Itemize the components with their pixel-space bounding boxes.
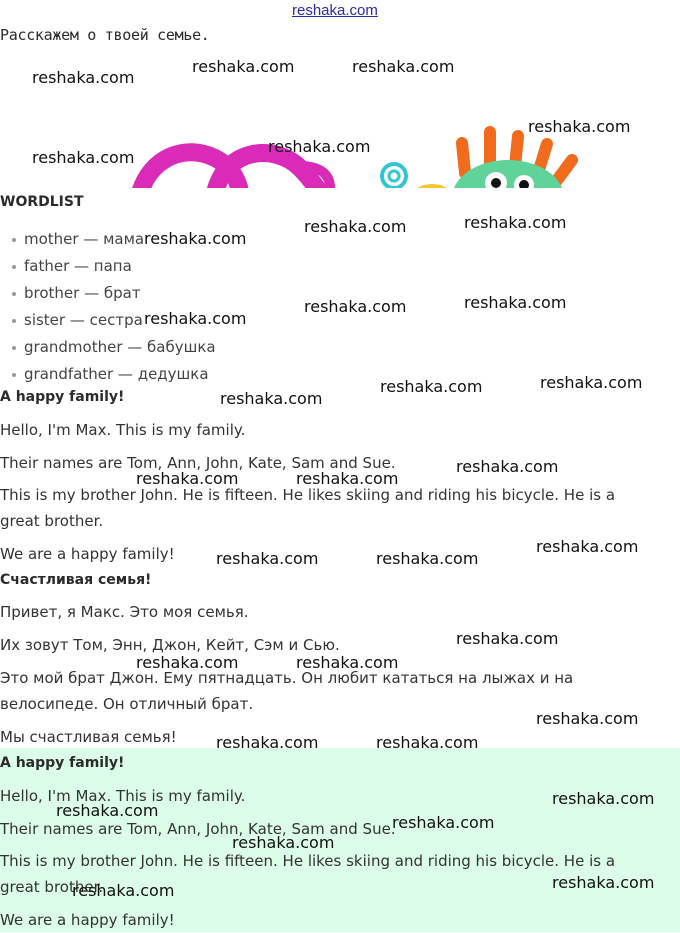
watermark-text: reshaka.com <box>32 68 135 87</box>
story-line: Hello, I'm Max. This is my family. <box>0 787 246 805</box>
intro-text: Расскажем о твоей семье. <box>0 26 210 44</box>
story-line: Hello, I'm Max. This is my family. <box>0 421 246 439</box>
watermark-text: reshaka.com <box>552 873 655 892</box>
watermark-text: reshaka.com <box>296 653 399 672</box>
watermark-text: reshaka.com <box>296 469 399 488</box>
story-line: Their names are Tom, Ann, John, Kate, Sam and Sue. <box>0 454 396 472</box>
watermark-text: reshaka.com <box>304 217 407 236</box>
watermark-text: reshaka.com <box>144 229 247 248</box>
story-line: This is my brother John. He is fifteen. He likes skiing and riding his bicycle. He is a great brother. <box>0 852 616 896</box>
list-item: sister — сестра <box>12 309 216 336</box>
watermark-text: reshaka.com <box>268 137 371 156</box>
watermark-text: reshaka.com <box>216 549 319 568</box>
watermark-text: reshaka.com <box>392 813 495 832</box>
story-line: Their names are Tom, Ann, John, Kate, Sam and Sue. <box>0 820 396 838</box>
watermark-text: reshaka.com <box>552 789 655 808</box>
list-item: grandmother — бабушка <box>12 336 216 363</box>
watermark-text: reshaka.com <box>352 57 455 76</box>
story-line: We are a happy family! <box>0 545 175 563</box>
list-item: grandfather — дедушка <box>12 363 216 390</box>
story-line: Это мой брат Джон. Ему пятнадцать. Он любит кататься на лыжах и на велосипеде. Он отличный брат. <box>0 669 574 713</box>
watermark-text: reshaka.com <box>304 297 407 316</box>
watermark-text: reshaka.com <box>220 389 323 408</box>
list-item: brother — брат <box>12 282 216 309</box>
watermark-text: reshaka.com <box>536 537 639 556</box>
story-title-en-repeat: A happy family! <box>0 755 125 771</box>
list-item: mother — мама <box>12 228 216 255</box>
watermark-text: reshaka.com <box>56 801 159 820</box>
story-line: Привет, я Макс. Это моя семья. <box>0 603 249 621</box>
site-link[interactable]: reshaka.com <box>292 2 378 19</box>
watermark-text: reshaka.com <box>536 709 639 728</box>
watermark-text: reshaka.com <box>456 629 559 648</box>
watermark-text: reshaka.com <box>376 549 479 568</box>
watermark-text: reshaka.com <box>32 148 135 167</box>
story-line: This is my brother John. He is fifteen. He likes skiing and riding his bicycle. He is a great brother. <box>0 486 616 530</box>
watermark-text: reshaka.com <box>232 833 335 852</box>
watermark-text: reshaka.com <box>376 733 479 752</box>
watermark-text: reshaka.com <box>72 881 175 900</box>
watermark-text: reshaka.com <box>464 213 567 232</box>
story-line: Мы счастливая семья! <box>0 728 177 746</box>
watermark-text: reshaka.com <box>464 293 567 312</box>
watermark-text: reshaka.com <box>144 309 247 328</box>
watermark-text: reshaka.com <box>192 57 295 76</box>
wordlist-title: WORDLIST <box>0 194 84 210</box>
watermark-text: reshaka.com <box>216 733 319 752</box>
watermark-text: reshaka.com <box>380 377 483 396</box>
watermark-text: reshaka.com <box>540 373 643 392</box>
story-title-ru: Счастливая семья! <box>0 572 152 588</box>
yellow-shape <box>414 184 450 188</box>
story-line: Их зовут Том, Энн, Джон, Кейт, Сэм и Сью. <box>0 636 340 654</box>
list-item: father — папа <box>12 255 216 282</box>
watermark-text: reshaka.com <box>136 653 239 672</box>
story-line: We are a happy family! <box>0 911 175 929</box>
story-title-en: A happy family! <box>0 389 125 405</box>
watermark-text: reshaka.com <box>528 117 631 136</box>
watermark-text: reshaka.com <box>456 457 559 476</box>
cyan-spiral-shape <box>382 164 406 188</box>
watermark-text: reshaka.com <box>136 469 239 488</box>
